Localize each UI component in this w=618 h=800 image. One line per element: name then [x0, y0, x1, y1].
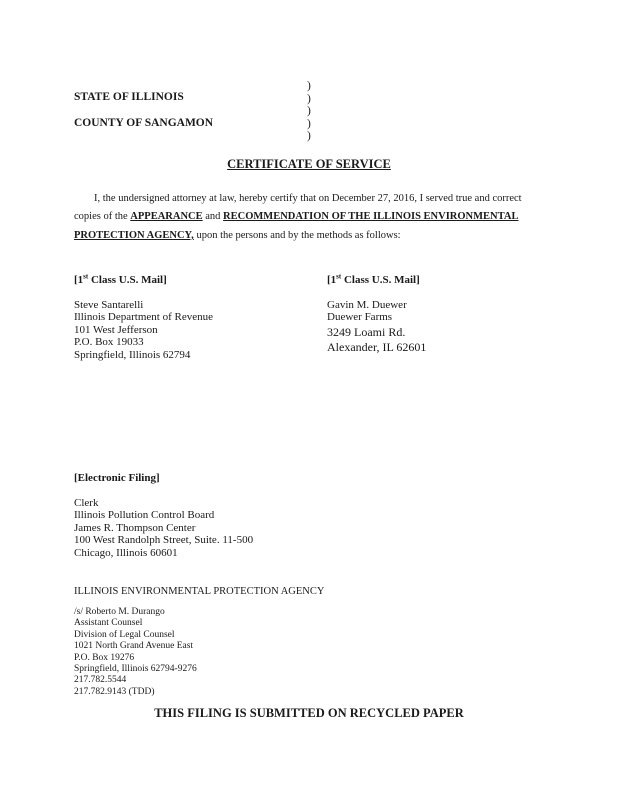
recipient-1-method: [74, 274, 167, 286]
recipient-1-address: [74, 299, 213, 361]
signature-line: 1021 North Grand Avenue East: [74, 641, 194, 652]
address-line: Illinois Pollution Control Board: [74, 509, 215, 522]
body-line-2: [74, 211, 518, 222]
address-line: 3249 Loami Rd.: [327, 325, 406, 339]
address-line: Duewer Farms: [327, 311, 393, 324]
signature-block: [74, 607, 197, 698]
caption-state: STATE OF ILLINOIS: [74, 91, 184, 103]
signature-line: P.O. Box 19276: [74, 652, 135, 663]
method-text: [1: [74, 274, 84, 286]
recommendation-title: RECOMMENDATION OF THE ILLINOIS ENVIRONMENTAL: [223, 211, 519, 222]
address-line: Chicago, Illinois 60601: [74, 546, 178, 559]
body-text: and: [202, 211, 224, 222]
signature-line: Assistant Counsel: [74, 618, 143, 629]
recipient-3-address: [74, 497, 253, 559]
signature-line: Springfield, Illinois 62794-9276: [74, 664, 197, 675]
method-text: Class U.S. Mail]: [341, 274, 420, 286]
address-line: 101 West Jefferson: [74, 323, 158, 336]
paren: ): [307, 92, 311, 105]
address-line: Steve Santarelli: [74, 299, 144, 311]
recipient-2-address: [327, 325, 426, 355]
paren: ): [307, 105, 311, 117]
paren: ): [307, 117, 311, 130]
signature-line: Division of Legal Counsel: [74, 629, 175, 640]
caption-county: COUNTY OF SANGAMON: [74, 117, 214, 129]
address-line: Clerk: [74, 497, 99, 509]
body-text: copies of the: [74, 211, 131, 222]
method-sup: st: [336, 272, 342, 281]
method-text: Class U.S. Mail]: [88, 274, 167, 286]
recipient-3-method: [Electronic Filing]: [74, 472, 160, 484]
signature-line: 217.782.9143 (TDD): [74, 686, 155, 697]
address-line: Alexander, IL 62601: [327, 340, 427, 354]
body-text: upon the persons and by the methods as follows:: [193, 230, 401, 241]
agency-name: ILLINOIS ENVIRONMENTAL PROTECTION AGENCY: [74, 586, 325, 597]
address-line: Gavin M. Duewer: [327, 299, 407, 311]
agency-title: PROTECTION AGENCY,: [74, 230, 194, 241]
recycled-paper-footer: THIS FILING IS SUBMITTED ON RECYCLED PAPER: [154, 706, 464, 720]
address-line: Illinois Department of Revenue: [74, 311, 213, 324]
body-line-1: I, the undersigned attorney at law, hereby certify that on December 27, 2016, I served true and correct: [94, 193, 522, 204]
paren: ): [307, 130, 311, 142]
body-line-3: [74, 230, 401, 241]
caption-parens: [307, 80, 311, 143]
appearance-title: APPEARANCE: [130, 211, 203, 222]
method-text: [1: [327, 274, 337, 286]
method-sup: st: [83, 272, 89, 281]
address-line: James R. Thompson Center: [74, 521, 196, 534]
address-line: P.O. Box 19033: [74, 336, 144, 349]
document-title: CERTIFICATE OF SERVICE: [227, 157, 391, 171]
paren: ): [307, 80, 311, 92]
signature-line: /s/ Roberto M. Durango: [74, 607, 165, 617]
recipient-2-method: [327, 274, 420, 286]
recipient-2-name: [327, 299, 407, 324]
signature-line: 217.782.5544: [74, 675, 127, 686]
address-line: Springfield, Illinois 62794: [74, 348, 191, 361]
address-line: 100 West Randolph Street, Suite. 11-500: [74, 534, 254, 547]
